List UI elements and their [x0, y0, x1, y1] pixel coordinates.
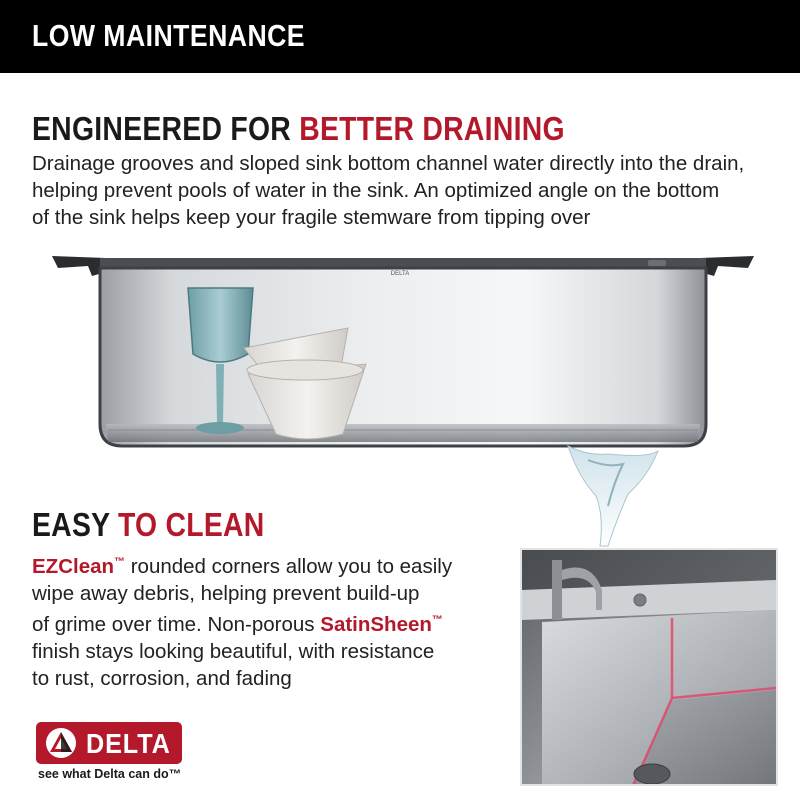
sink-corner-detail-image: [520, 548, 778, 786]
section2-heading-red: TO CLEAN: [117, 506, 265, 543]
section1-line-1: Drainage grooves and sloped sink bottom channel water directly into the drain,: [32, 152, 745, 175]
section2-line-4: finish stays looking beautiful, with resistance: [32, 639, 435, 663]
satinsheen-brand: SatinSheen: [320, 612, 432, 636]
section1-heading-red: BETTER DRAINING: [299, 110, 565, 147]
section2-line-2: wipe away debris, helping prevent build-up: [32, 581, 420, 605]
section2-line-3-start: of grime over time. Non-porous: [32, 612, 321, 636]
section1-heading: [32, 110, 565, 148]
section1-description: [32, 150, 744, 231]
section1-line-3: of the sink helps keep your fragile stemware from tipping over: [32, 206, 591, 229]
section2-heading: [32, 506, 265, 544]
ezclean-tm: ™: [114, 556, 126, 568]
section2-heading-dark: EASY: [32, 506, 110, 543]
sink-brand-mark: DELTA: [390, 271, 410, 277]
ezclean-brand: EZClean: [32, 554, 115, 578]
drain-water-stream: [568, 446, 658, 546]
delta-logo: [36, 722, 182, 764]
logo-name: DELTA: [86, 728, 171, 759]
logo-tagline: see what Delta can do™: [38, 767, 182, 781]
header-bar: [0, 0, 800, 73]
section1-heading-dark: ENGINEERED FOR: [32, 110, 292, 147]
section2-line-3: [32, 607, 452, 638]
header-title: LOW MAINTENANCE: [32, 18, 306, 53]
section2-line-5: to rust, corrosion, and fading: [32, 666, 292, 690]
section2-description: [32, 549, 452, 692]
delta-triangle-logo-icon: [44, 727, 78, 759]
section2-line-1-rest: rounded corners allow you to easily: [125, 554, 453, 578]
section2-line-1: [32, 549, 452, 580]
satinsheen-tm: ™: [431, 613, 443, 626]
section1-line-2: helping prevent pools of water in the sink. An optimized angle on the bottom: [32, 179, 720, 202]
